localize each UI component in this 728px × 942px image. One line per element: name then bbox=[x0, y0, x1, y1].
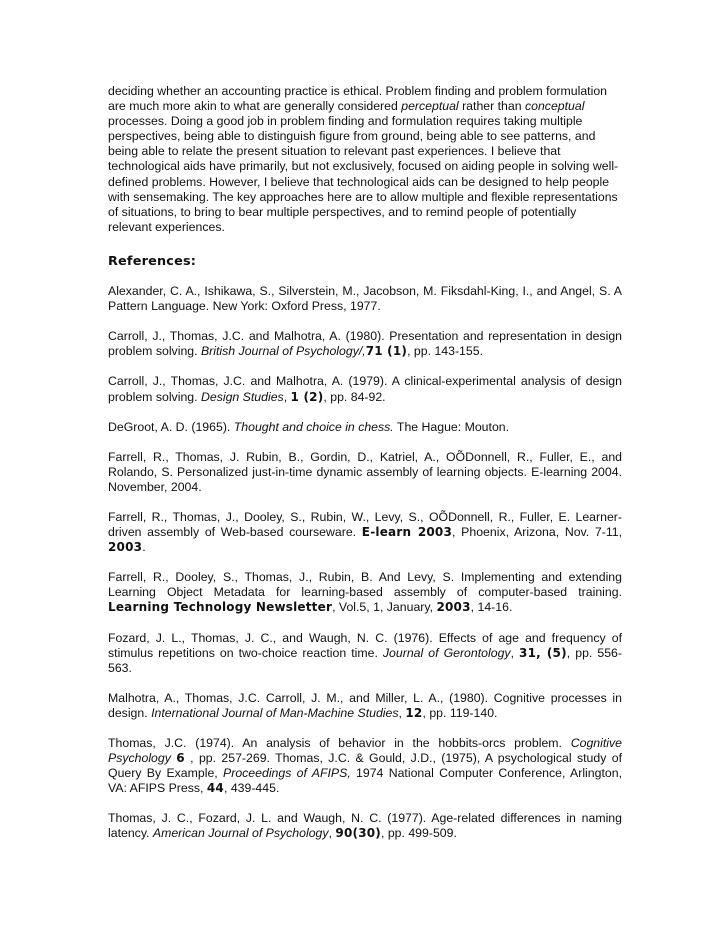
reference-entry bbox=[108, 374, 622, 404]
intro-text-1: deciding whether an accounting practice is ethical. Problem finding and problem formulation are much more akin to what are generally considered bbox=[108, 84, 607, 114]
ref-separator: , bbox=[283, 389, 291, 404]
reference-entry bbox=[108, 736, 622, 796]
reference-entry bbox=[108, 691, 622, 721]
ref-text: Malhotra, A., Thomas, J.C. Carroll, J. M., and Miller, L. A., (1980). Cognitive processes in design. bbox=[108, 690, 622, 720]
ref-journal: International Journal of Man-Machine Studies bbox=[151, 705, 399, 720]
reference-entry bbox=[108, 420, 622, 435]
ref-text: Carroll, J., Thomas, J.C. and Malhotra, A. (1979). A clinical-experimental analysis of design problem solving. bbox=[108, 374, 622, 404]
ref-pages: , pp. 556-563. bbox=[108, 645, 622, 675]
ref-volume: 90(30) bbox=[335, 826, 381, 841]
intro-italic-perceptual: perceptual bbox=[401, 99, 459, 114]
ref-volume: 71 (1) bbox=[365, 344, 408, 359]
intro-text-3: processes. Doing a good job in problem finding and formulation requires taking multiple perspectives, being able to distinguish figure from ground, being able to see patterns, and being able to relate the present situation to relevant past experiences. I believe that technological aids have primarily, but not exclusively, focused on aiding people in solving well-defined problems. However, I believe that technological aids can be designed to help people with sensemaking. The key approaches here are to allow multiple and flexible representations of situations, to bring to bear multiple perspectives, and to remind people of potentially relevant experiences. bbox=[108, 114, 619, 234]
intro-paragraph bbox=[108, 84, 622, 235]
ref-volume-2: 44 bbox=[206, 781, 224, 796]
ref-journal: British Journal of Psychology/, bbox=[200, 344, 366, 359]
ref-separator: , bbox=[398, 705, 406, 720]
ref-text: Farrell, R., Thomas, J., Dooley, S., Rubin, W., Levy, S., OÕDonnell, R., Fuller, E. Learner-driven assembly of Web-based courseware. bbox=[108, 509, 622, 540]
ref-volume: 1 (2) bbox=[290, 389, 324, 404]
ref-text: DeGroot, A. D. (1965). bbox=[108, 419, 234, 434]
ref-pages: , pp. 499-509. bbox=[380, 826, 457, 841]
ref-separator: , bbox=[328, 826, 336, 841]
ref-pages: , pp. 257-269. Thomas, J.C. & Gould, J.D., (1975), A psychological study of Query By Example, bbox=[108, 751, 622, 781]
ref-pages-2: , 439-445. bbox=[223, 781, 280, 796]
ref-text: Farrell, R., Thomas, J. Rubin, B., Gordin, D., Katriel, A., OÕDonnell, R., Fuller, E., and Rolando, S. Personalized just-in-time dynamic assembly of learning objects. E-learning 2004. November, 2004. bbox=[108, 449, 622, 494]
ref-journal: Journal of Gerontology bbox=[382, 645, 511, 660]
ref-journal: American Journal of Psychology bbox=[152, 826, 329, 841]
reference-entry bbox=[108, 811, 622, 841]
ref-text: Alexander, C. A., Ishikawa, S., Silverstein, M., Jacobson, M. Fiksdahl-King, I., and Angel, S. A Pattern Language. New York: Oxford Press, 1977. bbox=[108, 284, 622, 314]
ref-conference: 1974 National Computer Conference, Arlington, VA: AFIPS Press, bbox=[108, 766, 622, 796]
ref-journal: Design Studies bbox=[200, 389, 284, 404]
ref-year: 2003 bbox=[436, 600, 471, 615]
ref-year: 2003 bbox=[108, 540, 143, 555]
ref-end: . bbox=[142, 540, 146, 555]
ref-pages: , pp. 143-155. bbox=[407, 344, 483, 359]
ref-venue: Learning Technology Newsletter bbox=[108, 600, 333, 615]
reference-entry bbox=[108, 450, 622, 495]
ref-venue: E-learn 2003 bbox=[361, 525, 453, 540]
reference-entry bbox=[108, 284, 622, 314]
ref-publisher: The Hague: Mouton. bbox=[393, 419, 510, 434]
ref-text: Carroll, J., Thomas, J.C. and Malhotra, A. (1980). Presentation and representation in design problem solving. bbox=[108, 329, 622, 359]
ref-proceedings: Proceedings of AFIPS, bbox=[223, 766, 351, 781]
ref-pages: , pp. 84-92. bbox=[323, 389, 386, 404]
ref-text: Thomas, J.C. (1974). An analysis of behavior in the hobbits-orcs problem. bbox=[108, 736, 571, 750]
references-list bbox=[108, 284, 622, 842]
reference-entry bbox=[108, 570, 622, 615]
ref-title: Thought and choice in chess. bbox=[233, 419, 394, 434]
ref-text: Farrell, R., Dooley, S., Thomas, J., Rubin, B. And Levy, S. Implementing and extending Learning Object Metadata for learning-based assembly of computer-based training. bbox=[108, 570, 622, 600]
document-page bbox=[108, 84, 622, 857]
ref-volume: 6 bbox=[176, 751, 185, 766]
reference-entry bbox=[108, 329, 622, 359]
intro-text-2: rather than bbox=[458, 99, 525, 114]
ref-issue: , Vol.5, 1, January, bbox=[332, 600, 437, 615]
intro-italic-conceptual: conceptual bbox=[524, 99, 585, 114]
ref-volume: 12 bbox=[405, 705, 423, 720]
ref-text: Thomas, J. C., Fozard, J. L. and Waugh, N. C. (1977). Age-related differences in naming latency. bbox=[108, 811, 622, 841]
reference-entry bbox=[108, 631, 622, 676]
ref-pages: , pp. 119-140. bbox=[422, 705, 498, 720]
ref-location: , Phoenix, Arizona, Nov. 7-11, bbox=[452, 525, 623, 540]
ref-journal: Cognitive Psychology bbox=[108, 736, 622, 766]
ref-separator: , bbox=[510, 645, 520, 660]
ref-text: Fozard, J. L., Thomas, J. C., and Waugh, N. C. (1976). Effects of age and frequency of stimulus repetitions on two-choice reaction time. bbox=[108, 630, 622, 660]
reference-entry bbox=[108, 510, 622, 555]
references-heading: References: bbox=[108, 253, 197, 269]
ref-pages: , 14-16. bbox=[470, 600, 513, 615]
ref-volume: 31, (5) bbox=[519, 645, 567, 660]
